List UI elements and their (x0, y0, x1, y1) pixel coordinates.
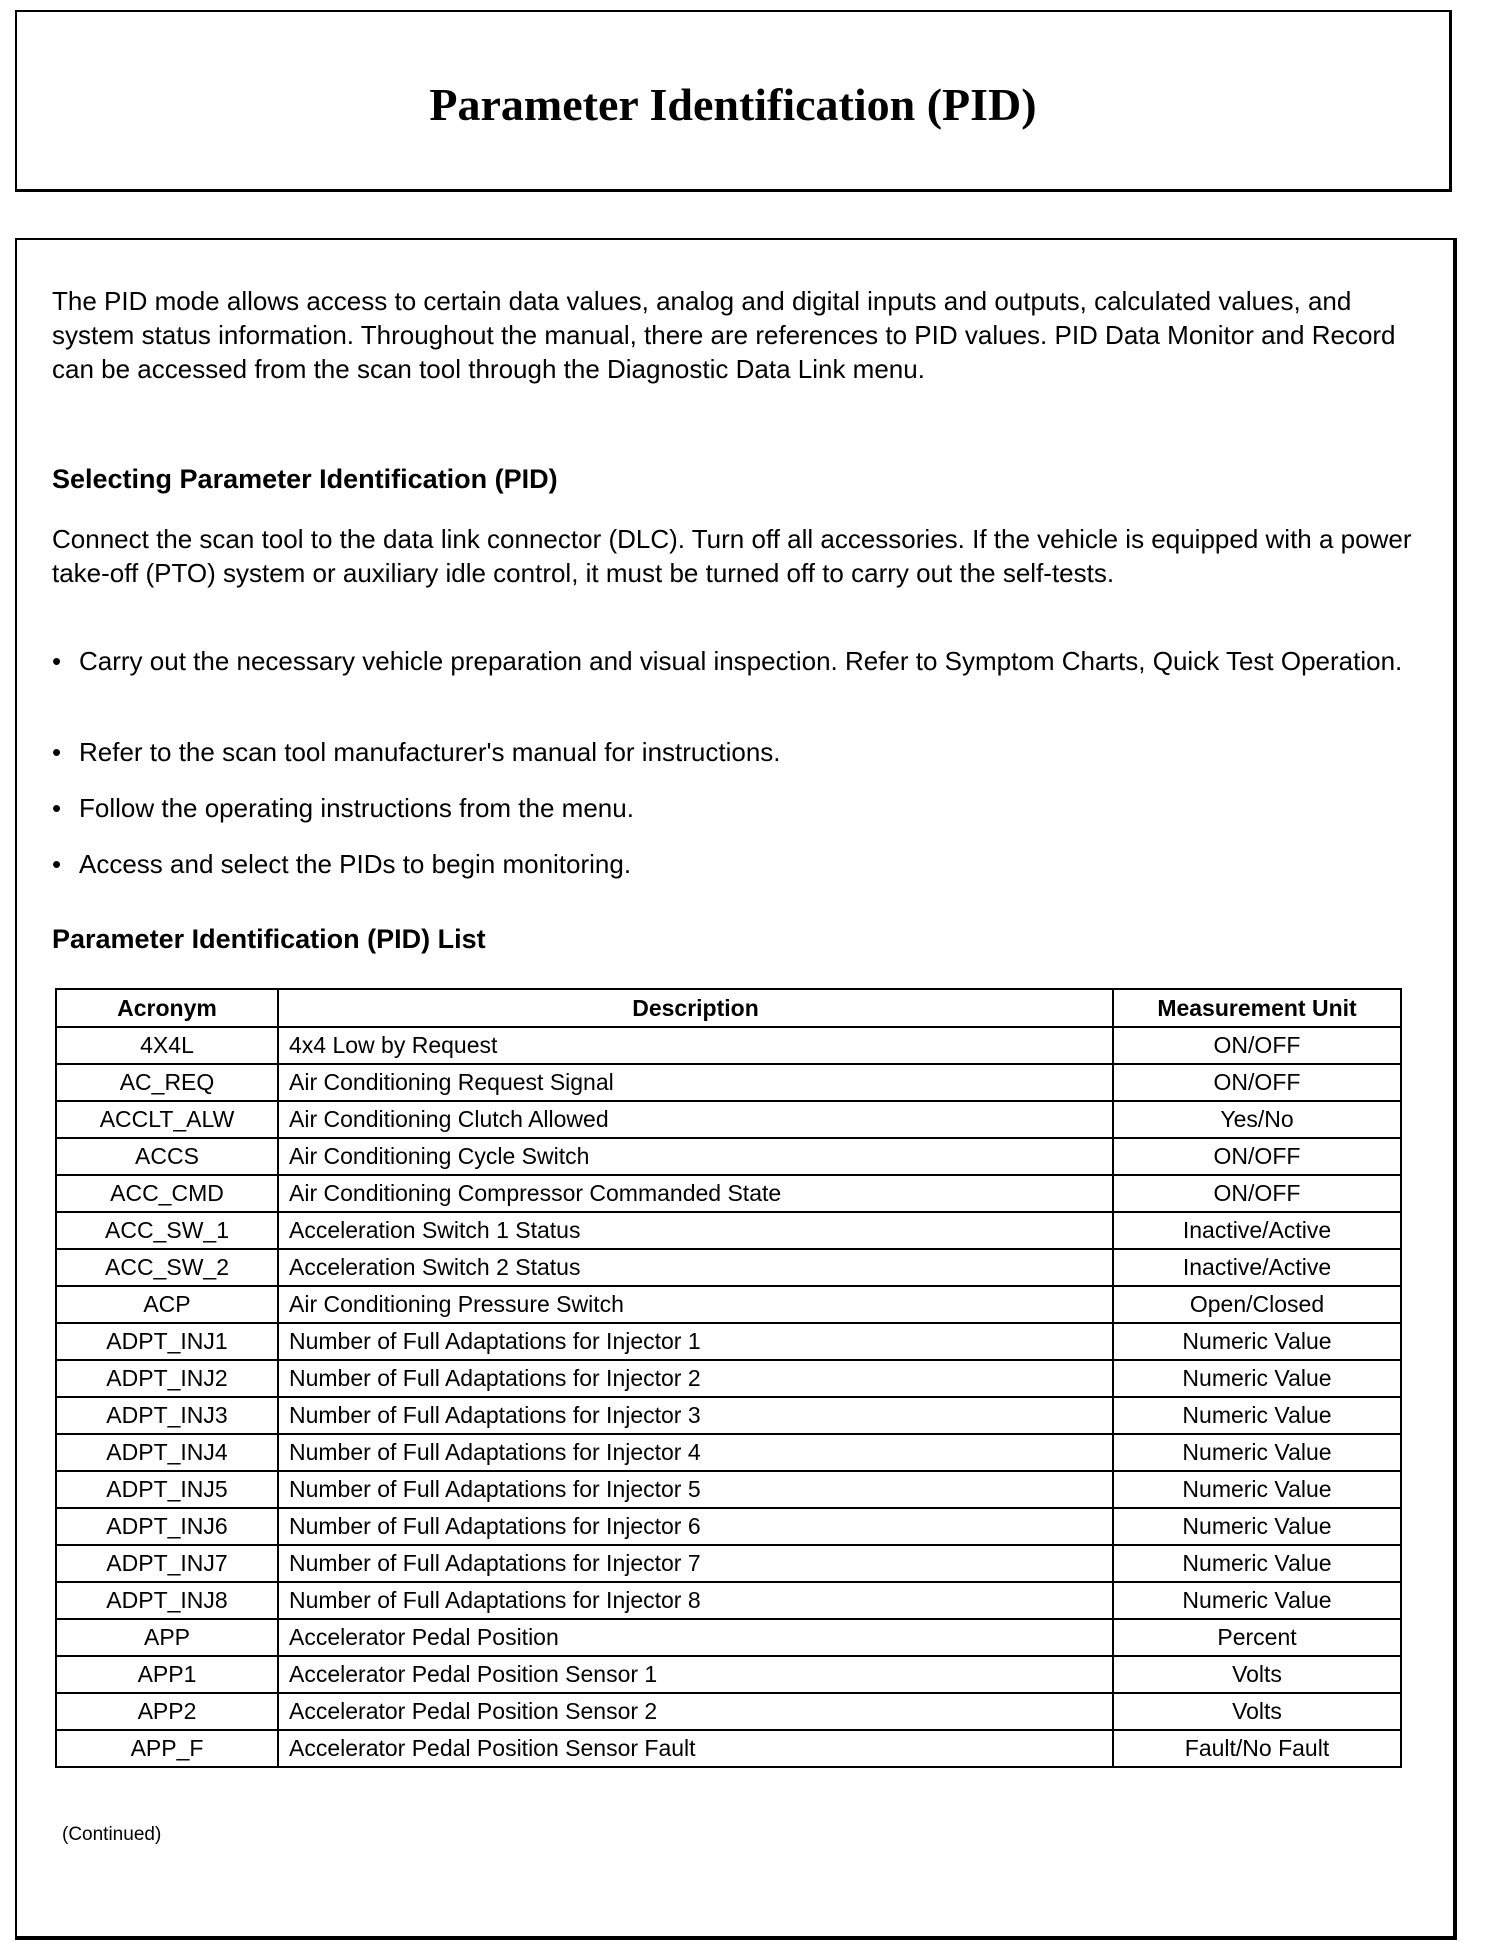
unit-cell: Volts (1113, 1656, 1401, 1693)
table-row (56, 1323, 1401, 1360)
unit-cell: Inactive/Active (1113, 1212, 1401, 1249)
table-row (56, 1138, 1401, 1175)
acronym-cell: ACCS (56, 1138, 278, 1175)
acronym-cell: APP2 (56, 1693, 278, 1730)
table-row (56, 1619, 1401, 1656)
section-heading-pid-list: Parameter Identification (PID) List (52, 924, 486, 954)
unit-cell: Yes/No (1113, 1101, 1401, 1138)
table-row (56, 1286, 1401, 1323)
acronym-cell: ADPT_INJ4 (56, 1434, 278, 1471)
bullet-icon: • (52, 793, 62, 823)
description-cell: Accelerator Pedal Position Sensor Fault (278, 1730, 1113, 1767)
description-cell: Number of Full Adaptations for Injector 1 (278, 1323, 1113, 1360)
table-row (56, 1175, 1401, 1212)
acronym-cell: ADPT_INJ1 (56, 1323, 278, 1360)
unit-cell: Percent (1113, 1619, 1401, 1656)
table-row (56, 1212, 1401, 1249)
table-row (56, 1064, 1401, 1101)
description-cell: Number of Full Adaptations for Injector 4 (278, 1434, 1113, 1471)
bullet-icon: • (52, 849, 62, 879)
table-row (56, 1582, 1401, 1619)
description-cell: Number of Full Adaptations for Injector 7 (278, 1545, 1113, 1582)
table-row (56, 1101, 1401, 1138)
bullet-item (52, 845, 1442, 883)
unit-cell: Numeric Value (1113, 1323, 1401, 1360)
unit-cell: Numeric Value (1113, 1545, 1401, 1582)
bullet-icon: • (52, 646, 62, 676)
description-cell: Number of Full Adaptations for Injector 8 (278, 1582, 1113, 1619)
description-cell: Accelerator Pedal Position Sensor 2 (278, 1693, 1113, 1730)
description-cell: Air Conditioning Pressure Switch (278, 1286, 1113, 1323)
continued-note: (Continued) (62, 1824, 162, 1845)
table-row (56, 1730, 1401, 1767)
table-row (56, 1434, 1401, 1471)
table-row (56, 1360, 1401, 1397)
description-cell: Air Conditioning Cycle Switch (278, 1138, 1113, 1175)
description-cell: Acceleration Switch 2 Status (278, 1249, 1113, 1286)
unit-cell: Volts (1113, 1693, 1401, 1730)
table-row (56, 1397, 1401, 1434)
description-cell: Number of Full Adaptations for Injector 6 (278, 1508, 1113, 1545)
acronym-cell: ACC_SW_1 (56, 1212, 278, 1249)
acronym-cell: 4X4L (56, 1027, 278, 1064)
description-cell: 4x4 Low by Request (278, 1027, 1113, 1064)
unit-cell: Numeric Value (1113, 1582, 1401, 1619)
table-row (56, 1545, 1401, 1582)
acronym-cell: ACC_SW_2 (56, 1249, 278, 1286)
header-acronym: Acronym (56, 989, 278, 1027)
acronym-cell: ACP (56, 1286, 278, 1323)
description-cell: Acceleration Switch 1 Status (278, 1212, 1113, 1249)
header-measurement-unit: Measurement Unit (1113, 989, 1401, 1027)
selecting-paragraph: Connect the scan tool to the data link connector (DLC). Turn off all accessories. If the vehicle is equipped with a power take-off (PTO) system or auxiliary idle control, it must be turned off to carry out the self-tests. (52, 524, 1412, 588)
unit-cell: ON/OFF (1113, 1138, 1401, 1175)
unit-cell: ON/OFF (1113, 1175, 1401, 1212)
acronym-cell: ADPT_INJ5 (56, 1471, 278, 1508)
pid-table (55, 988, 1402, 1768)
acronym-cell: APP (56, 1619, 278, 1656)
unit-cell: ON/OFF (1113, 1027, 1401, 1064)
unit-cell: Inactive/Active (1113, 1249, 1401, 1286)
bullet-text: Carry out the necessary vehicle preparation and visual inspection. Refer to Symptom Charts, Quick Test Operation. (79, 646, 1403, 676)
unit-cell: Fault/No Fault (1113, 1730, 1401, 1767)
intro-paragraph: The PID mode allows access to certain data values, analog and digital inputs and outputs, calculated values, and system status information. Throughout the manual, there are references to PID values. PID Data Monitor and Record can be accessed from the scan tool through the Diagnostic Data Link menu. (52, 286, 1396, 384)
unit-cell: Numeric Value (1113, 1360, 1401, 1397)
unit-cell: Numeric Value (1113, 1397, 1401, 1434)
acronym-cell: ADPT_INJ6 (56, 1508, 278, 1545)
content-box (15, 238, 1457, 1940)
title-box (15, 10, 1452, 192)
description-cell: Accelerator Pedal Position Sensor 1 (278, 1656, 1113, 1693)
unit-cell: Numeric Value (1113, 1508, 1401, 1545)
acronym-cell: APP1 (56, 1656, 278, 1693)
table-row (56, 1471, 1401, 1508)
bullet-text: Follow the operating instructions from the menu. (79, 793, 634, 823)
acronym-cell: ADPT_INJ2 (56, 1360, 278, 1397)
acronym-cell: ACC_CMD (56, 1175, 278, 1212)
description-cell: Number of Full Adaptations for Injector 2 (278, 1360, 1113, 1397)
table-row (56, 1693, 1401, 1730)
table-row (56, 1027, 1401, 1064)
bullet-text: Access and select the PIDs to begin monitoring. (79, 849, 632, 879)
unit-cell: Numeric Value (1113, 1434, 1401, 1471)
unit-cell: ON/OFF (1113, 1064, 1401, 1101)
description-cell: Air Conditioning Compressor Commanded State (278, 1175, 1113, 1212)
acronym-cell: AC_REQ (56, 1064, 278, 1101)
description-cell: Air Conditioning Request Signal (278, 1064, 1113, 1101)
table-row (56, 1656, 1401, 1693)
acronym-cell: ADPT_INJ3 (56, 1397, 278, 1434)
description-cell: Number of Full Adaptations for Injector 5 (278, 1471, 1113, 1508)
section-heading-selecting: Selecting Parameter Identification (PID) (52, 464, 558, 494)
unit-cell: Numeric Value (1113, 1471, 1401, 1508)
bullet-item (52, 733, 1442, 771)
table-row (56, 1249, 1401, 1286)
table-row (56, 1508, 1401, 1545)
bullet-item (52, 642, 1442, 680)
table-header-row (56, 989, 1401, 1027)
page-title: Parameter Identification (PID) (429, 79, 1037, 130)
header-description: Description (278, 989, 1113, 1027)
acronym-cell: ACCLT_ALW (56, 1101, 278, 1138)
description-cell: Number of Full Adaptations for Injector 3 (278, 1397, 1113, 1434)
acronym-cell: ADPT_INJ7 (56, 1545, 278, 1582)
bullet-item (52, 789, 1442, 827)
description-cell: Air Conditioning Clutch Allowed (278, 1101, 1113, 1138)
unit-cell: Open/Closed (1113, 1286, 1401, 1323)
bullet-icon: • (52, 737, 62, 767)
description-cell: Accelerator Pedal Position (278, 1619, 1113, 1656)
acronym-cell: APP_F (56, 1730, 278, 1767)
bullet-text: Refer to the scan tool manufacturer's manual for instructions. (79, 737, 781, 767)
acronym-cell: ADPT_INJ8 (56, 1582, 278, 1619)
